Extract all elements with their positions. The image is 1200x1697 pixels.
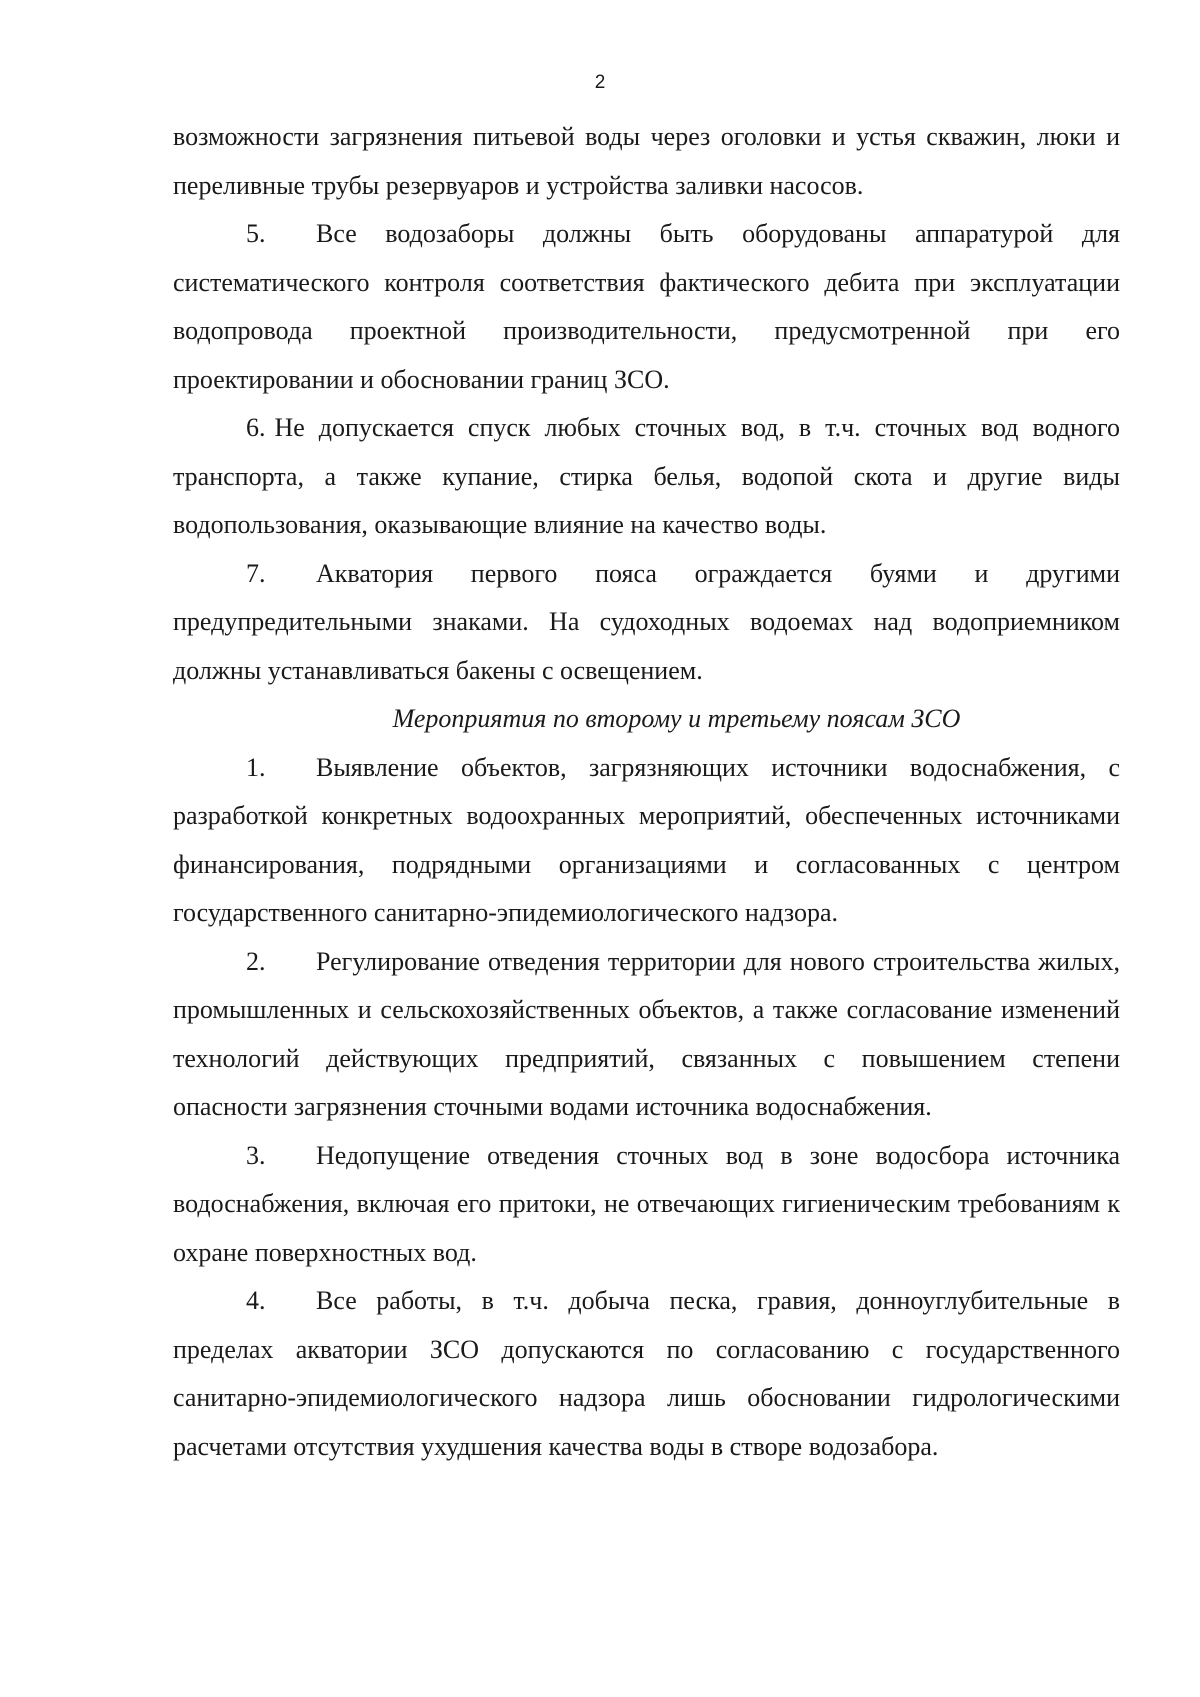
numbered-paragraph bbox=[173, 550, 1120, 696]
paragraph-text: Все водозаборы должны быть оборудованы аппаратурой для систематического контроля соответствия фактического дебита при эксплуатации водопровода проектной производительности, предусмотренной при его проектировании и обосновании границ ЗСО. bbox=[173, 219, 1120, 394]
paragraph-text: Акватория первого пояса ограждается буями и другими предупредительными знаками. На судоходных водоемах над водоприемником должны устанавливаться бакены с освещением. bbox=[173, 558, 1120, 685]
numbered-paragraph bbox=[173, 404, 1120, 550]
item-number: 3. bbox=[246, 1140, 266, 1170]
page-number: 2 bbox=[594, 72, 606, 93]
numbered-paragraph bbox=[173, 210, 1120, 404]
list-item bbox=[173, 1132, 1120, 1278]
paragraph-continuation: возможности загрязнения питьевой воды через оголовки и устья скважин, люки и переливные трубы резервуаров и устройства заливки насосов. bbox=[173, 122, 1120, 200]
item-number: 1. bbox=[246, 752, 266, 782]
document-body bbox=[173, 113, 1120, 1471]
list-item bbox=[173, 744, 1120, 938]
item-text: Регулирование отведения территории для нового строительства жилых, промышленных и сельскохозяйственных объектов, а также согласование изменений технологий действующих предприятий, связанных с повышением степени опасности загрязнения сточными водами источника водоснабжения. bbox=[173, 946, 1120, 1121]
paragraph-text: Не допускается спуск любых сточных вод, в т.ч. сточных вод водного транспорта, а также купание, стирка белья, водопой скота и другие виды водопользования, оказывающие влияние на качество воды. bbox=[173, 413, 1120, 539]
item-text: Недопущение отведения сточных вод в зоне водосбора источника водоснабжения, включая его притоки, не отвечающих гигиеническим требованиям к охране поверхностных вод. bbox=[173, 1140, 1120, 1267]
paragraph-number: 6. bbox=[246, 413, 266, 442]
list-item bbox=[173, 1277, 1120, 1471]
item-number: 2. bbox=[246, 946, 266, 976]
section-heading: Мероприятия по второму и третьему поясам ЗСО bbox=[392, 704, 961, 733]
paragraph-number: 7. bbox=[246, 558, 266, 588]
item-number: 4. bbox=[246, 1286, 266, 1315]
paragraph-number: 5. bbox=[246, 219, 266, 248]
list-item bbox=[173, 938, 1120, 1132]
item-text: Выявление объектов, загрязняющих источники водоснабжения, с разработкой конкретных водоохранных мероприятий, обеспеченных источниками финансирования, подрядными организациями и согласованных с центром государственного санитарно-эпидемиологического надзора. bbox=[173, 752, 1120, 927]
item-text: Все работы, в т.ч. добыча песка, гравия, донноуглубительные в пределах акватории ЗСО допускаются по согласованию с государственного санитарно-эпидемиологического надзора лишь обосновании гидрологическими расчетами отсутствия ухудшения качества воды в створе водозабора. bbox=[173, 1286, 1120, 1461]
